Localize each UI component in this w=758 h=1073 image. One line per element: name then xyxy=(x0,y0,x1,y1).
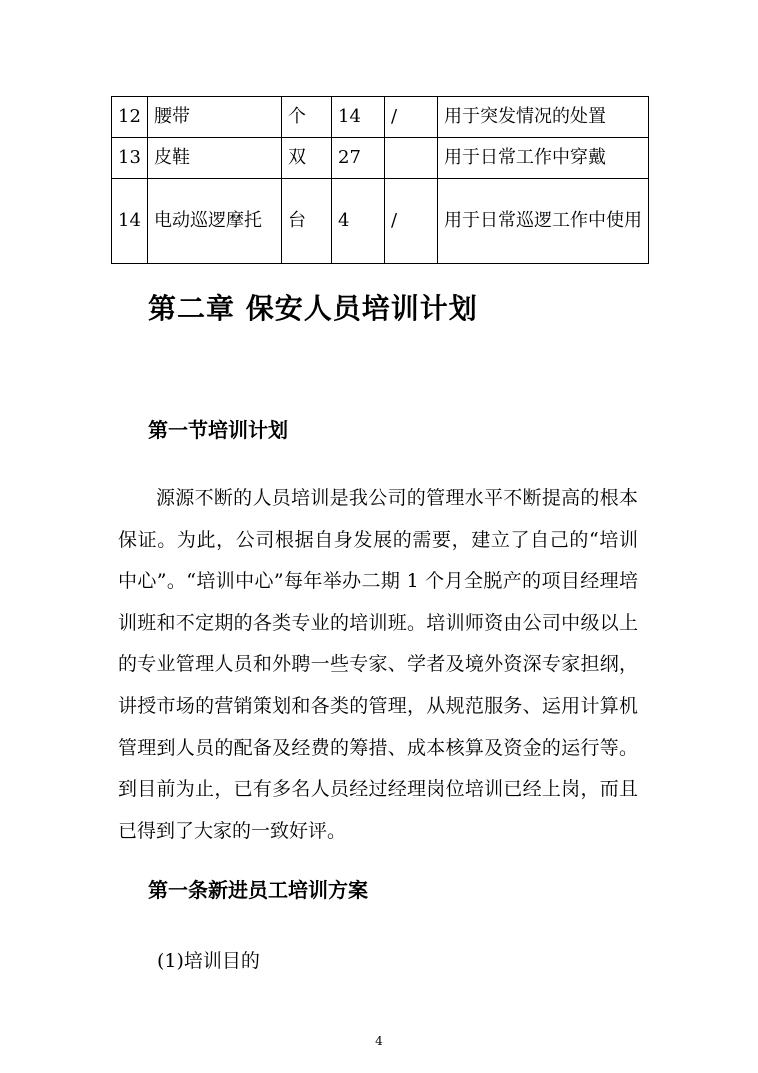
article-title: 第一条新进员工培训方案 xyxy=(148,878,368,902)
cell-qty: 4 xyxy=(332,179,385,264)
cell-mark xyxy=(385,138,438,179)
cell-note: 用于日常巡逻工作中使用 xyxy=(438,179,649,264)
cell-unit: 台 xyxy=(282,179,332,264)
cell-no: 13 xyxy=(112,138,148,179)
chapter-title: 第二章 保安人员培训计划 xyxy=(148,292,478,325)
cell-note: 用于突发情况的处置 xyxy=(438,97,649,138)
cell-qty: 27 xyxy=(332,138,385,179)
table-row xyxy=(112,179,649,264)
cell-no: 12 xyxy=(112,97,148,138)
table-row xyxy=(112,97,649,138)
cell-unit: 双 xyxy=(282,138,332,179)
cell-name: 腰带 xyxy=(148,97,282,138)
table-row xyxy=(112,138,649,179)
cell-mark: / xyxy=(385,179,438,264)
cell-qty: 14 xyxy=(332,97,385,138)
body-paragraph: 源源不断的人员培训是我公司的管理水平不断提高的根本保证。为此，公司根据自身发展的需要，建立了自己的“培训中心”。“培训中心”每年举办二期 1 个月全脱产的项目经理培训班和不定期的各类专业的培训班。培训师资由公司中级以上的专业管理人员和外聘一些专家、学者及境外资深专家担纲，讲授市场的营销策划和各类的管理，从规范服务、运用计算机管理到人员的配备及经费的筹措、成本核算及资金的运行等。到目前为止，已有多名人员经过经理岗位培训已经上岗，而且已得到了大家的一致好评。 xyxy=(118,487,638,842)
cell-no: 14 xyxy=(112,179,148,264)
page-number: 4 xyxy=(375,1034,383,1048)
cell-note: 用于日常工作中穿戴 xyxy=(438,138,649,179)
equipment-table xyxy=(111,96,649,264)
item-title: (1)培训目的 xyxy=(157,950,260,972)
cell-mark: / xyxy=(385,97,438,138)
cell-unit: 个 xyxy=(282,97,332,138)
section-title: 第一节培训计划 xyxy=(148,418,288,442)
cell-name: 皮鞋 xyxy=(148,138,282,179)
cell-name: 电动巡逻摩托 xyxy=(148,179,282,264)
